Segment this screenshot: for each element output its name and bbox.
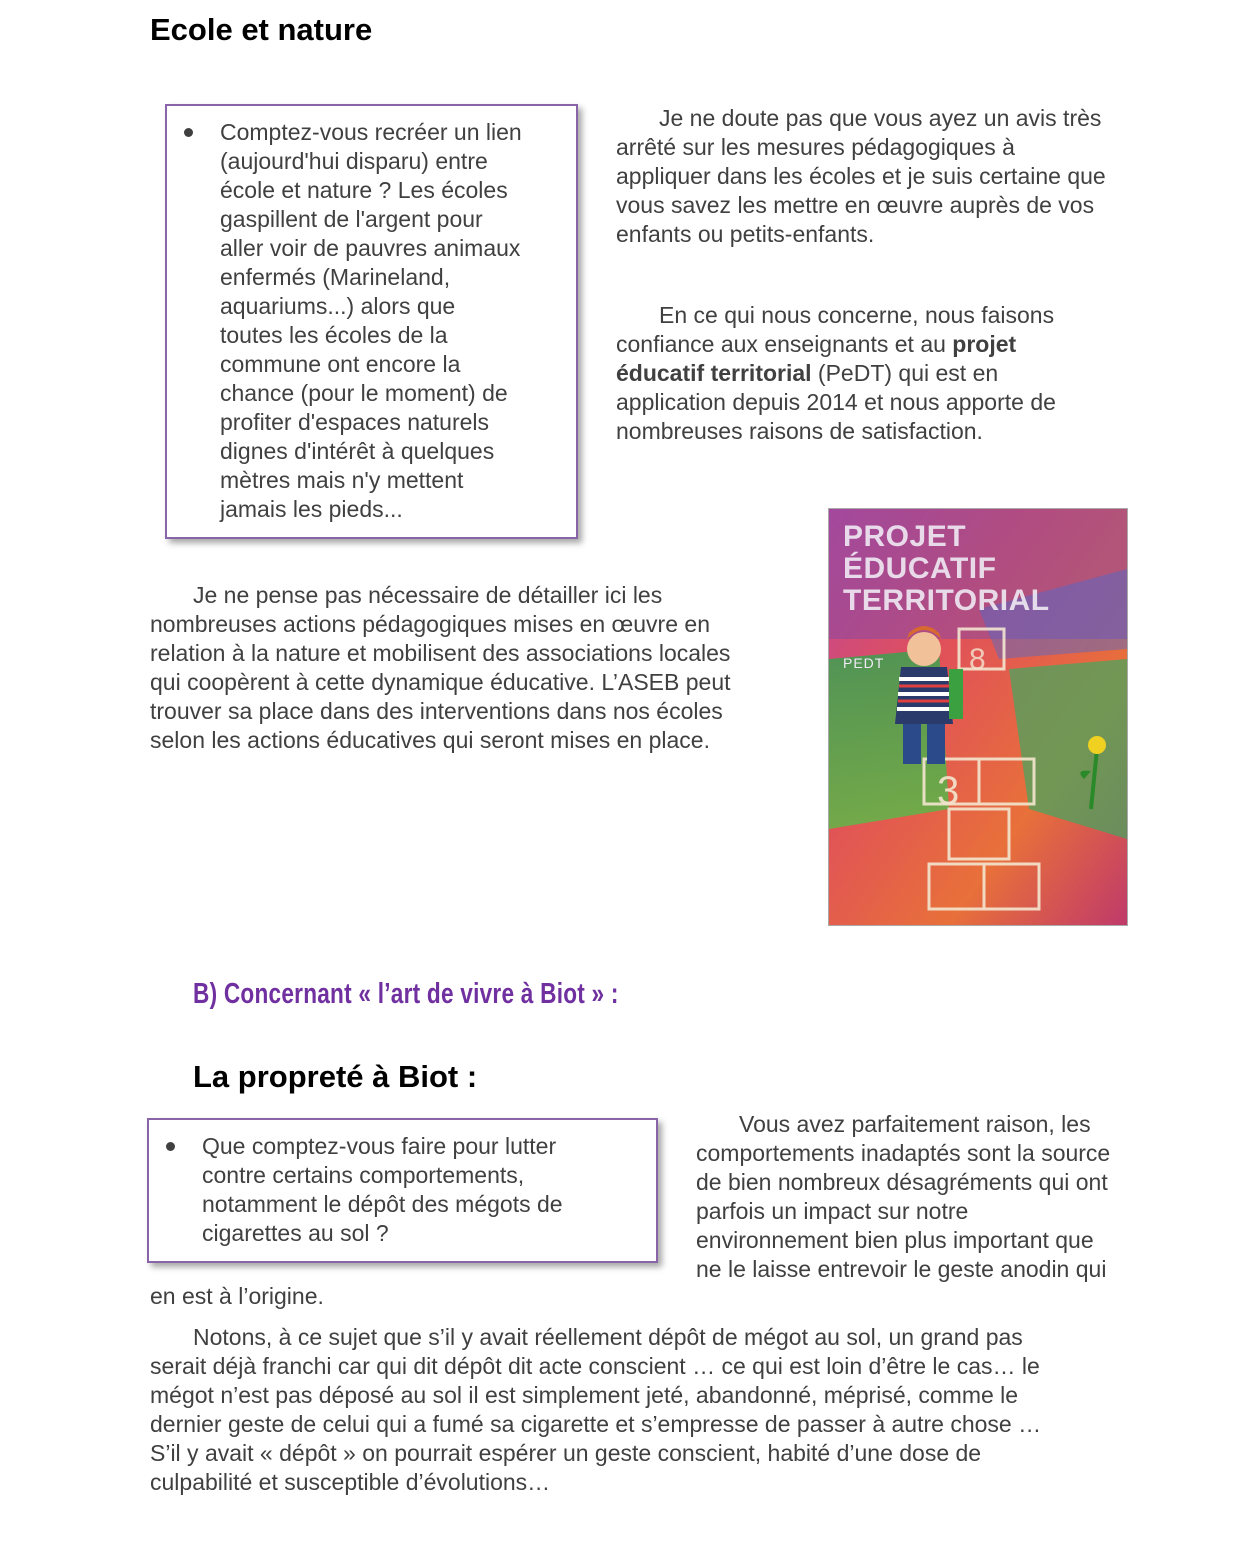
text-line: aller voir de pauvres animaux [220,235,521,261]
text-line: nombreuses actions pédagogiques mises en œuvre en [150,611,710,637]
section-title-ecole: Ecole et nature [150,12,373,47]
text-line: jamais les pieds... [220,496,403,522]
answer-paragraph-3 [150,581,731,755]
cover-title [843,521,1050,617]
text-line: gaspillent de l'argent pour [220,206,483,232]
cover-title-line: TERRITORIAL [843,584,1050,617]
text-line: aquariums...) alors que [220,293,456,319]
text-line: S’il y avait « dépôt » on pourrait espérer un geste conscient, habité d’une dose de [150,1440,982,1466]
text-line: enfermés (Marineland, [220,264,451,290]
cover-title-line: ÉDUCATIF [843,552,997,585]
text-line: cigarettes au sol ? [202,1220,389,1246]
text-line: En ce qui nous concerne, nous faisons [659,302,1055,328]
svg-text:3: 3 [937,769,960,813]
section-b-heading: B) Concernant « l’art de vivre à Biot » : [193,978,619,1010]
text-line: dignes d'intérêt à quelques [220,438,495,464]
text-span: confiance aux enseignants et au [616,331,953,357]
text-line: Je ne pense pas nécessaire de détailler ici les [193,582,663,608]
text-line: nombreuses raisons de satisfaction. [616,418,983,444]
text-span: (PeDT) qui est en [811,360,999,386]
text-line: Je ne doute pas que vous ayez un avis très [659,105,1102,131]
section-title-proprete: La propreté à Biot : [193,1059,478,1094]
text-line: Vous avez parfaitement raison, les [739,1111,1091,1137]
text-line: relation à la nature et mobilisent des associations locales [150,640,731,666]
text-line: toutes les écoles de la [220,322,448,348]
text-line: parfois un impact sur notre [696,1198,969,1224]
answer-paragraph-4 [696,1110,1110,1284]
text-line [616,330,1056,359]
text-line: mètres mais n'y mettent [220,467,464,493]
answer-paragraph-4-end: en est à l’origine. [150,1283,324,1309]
text-line: vous savez les mettre en œuvre auprès de vos [616,192,1095,218]
text-line: mégot n’est pas déposé au sol il est simplement jeté, abandonné, méprisé, comme le [150,1382,1019,1408]
text-line: notamment le dépôt des mégots de [202,1191,563,1217]
text-line [616,359,1056,388]
text-line: trouver sa place dans des interventions dans nos écoles [150,698,723,724]
text-line: application depuis 2014 et nous apporte de [616,389,1056,415]
text-line: selon les actions éducatives qui seront mises en place. [150,727,710,753]
bullet-icon [166,1142,175,1151]
answer-paragraph-5 [150,1323,1041,1497]
answer-paragraph-1 [616,104,1106,249]
text-line: Comptez-vous recréer un lien [220,119,522,145]
bullet-icon [184,128,193,137]
bold-term: éducatif territorial [616,360,812,386]
text-line: appliquer dans les écoles et je suis certaine que [616,163,1106,189]
text-line: qui coopèrent à cette dynamique éducative. L’ASEB peut [150,669,731,695]
text-line: culpabilité et susceptible d’évolutions… [150,1469,551,1495]
text-line: profiter d'espaces naturels [220,409,490,435]
question-box-proprete [147,1118,658,1263]
text-line: arrêté sur les mesures pédagogiques à [616,134,1015,160]
text-line: dernier geste de celui qui a fumé sa cigarette et s’empresse de passer à autre chose … [150,1411,1042,1437]
text-line: de bien nombreux désagréments qui ont [696,1169,1108,1195]
text-line: Notons, à ce sujet que s’il y avait réellement dépôt de mégot au sol, un grand pas [193,1324,1023,1350]
pedt-cover-image [828,508,1128,926]
text-line: école et nature ? Les écoles [220,177,508,203]
question-text-proprete [202,1132,563,1248]
question-text-ecole [220,118,522,524]
text-line: ne le laisse entrevoir le geste anodin qui [696,1256,1107,1282]
cover-title-line: PROJET [843,520,967,553]
text-line: enfants ou petits-enfants. [616,221,875,247]
question-box-ecole [165,104,578,539]
text-line: commune ont encore la [220,351,461,377]
text-line: chance (pour le moment) de [220,380,508,406]
text-line: environnement bien plus important que [696,1227,1094,1253]
text-line: Que comptez-vous faire pour lutter [202,1133,557,1159]
text-line: (aujourd'hui disparu) entre [220,148,488,174]
answer-paragraph-2 [616,301,1056,446]
text-line: comportements inadaptés sont la source [696,1140,1111,1166]
cover-subtitle: PEDT [843,655,885,671]
svg-text:8: 8 [969,643,986,676]
text-line: serait déjà franchi car qui dit dépôt dit acte conscient … ce qui est loin d’être le cas… le [150,1353,1040,1379]
bold-term: projet [952,331,1017,357]
text-line: contre certains comportements, [202,1162,525,1188]
